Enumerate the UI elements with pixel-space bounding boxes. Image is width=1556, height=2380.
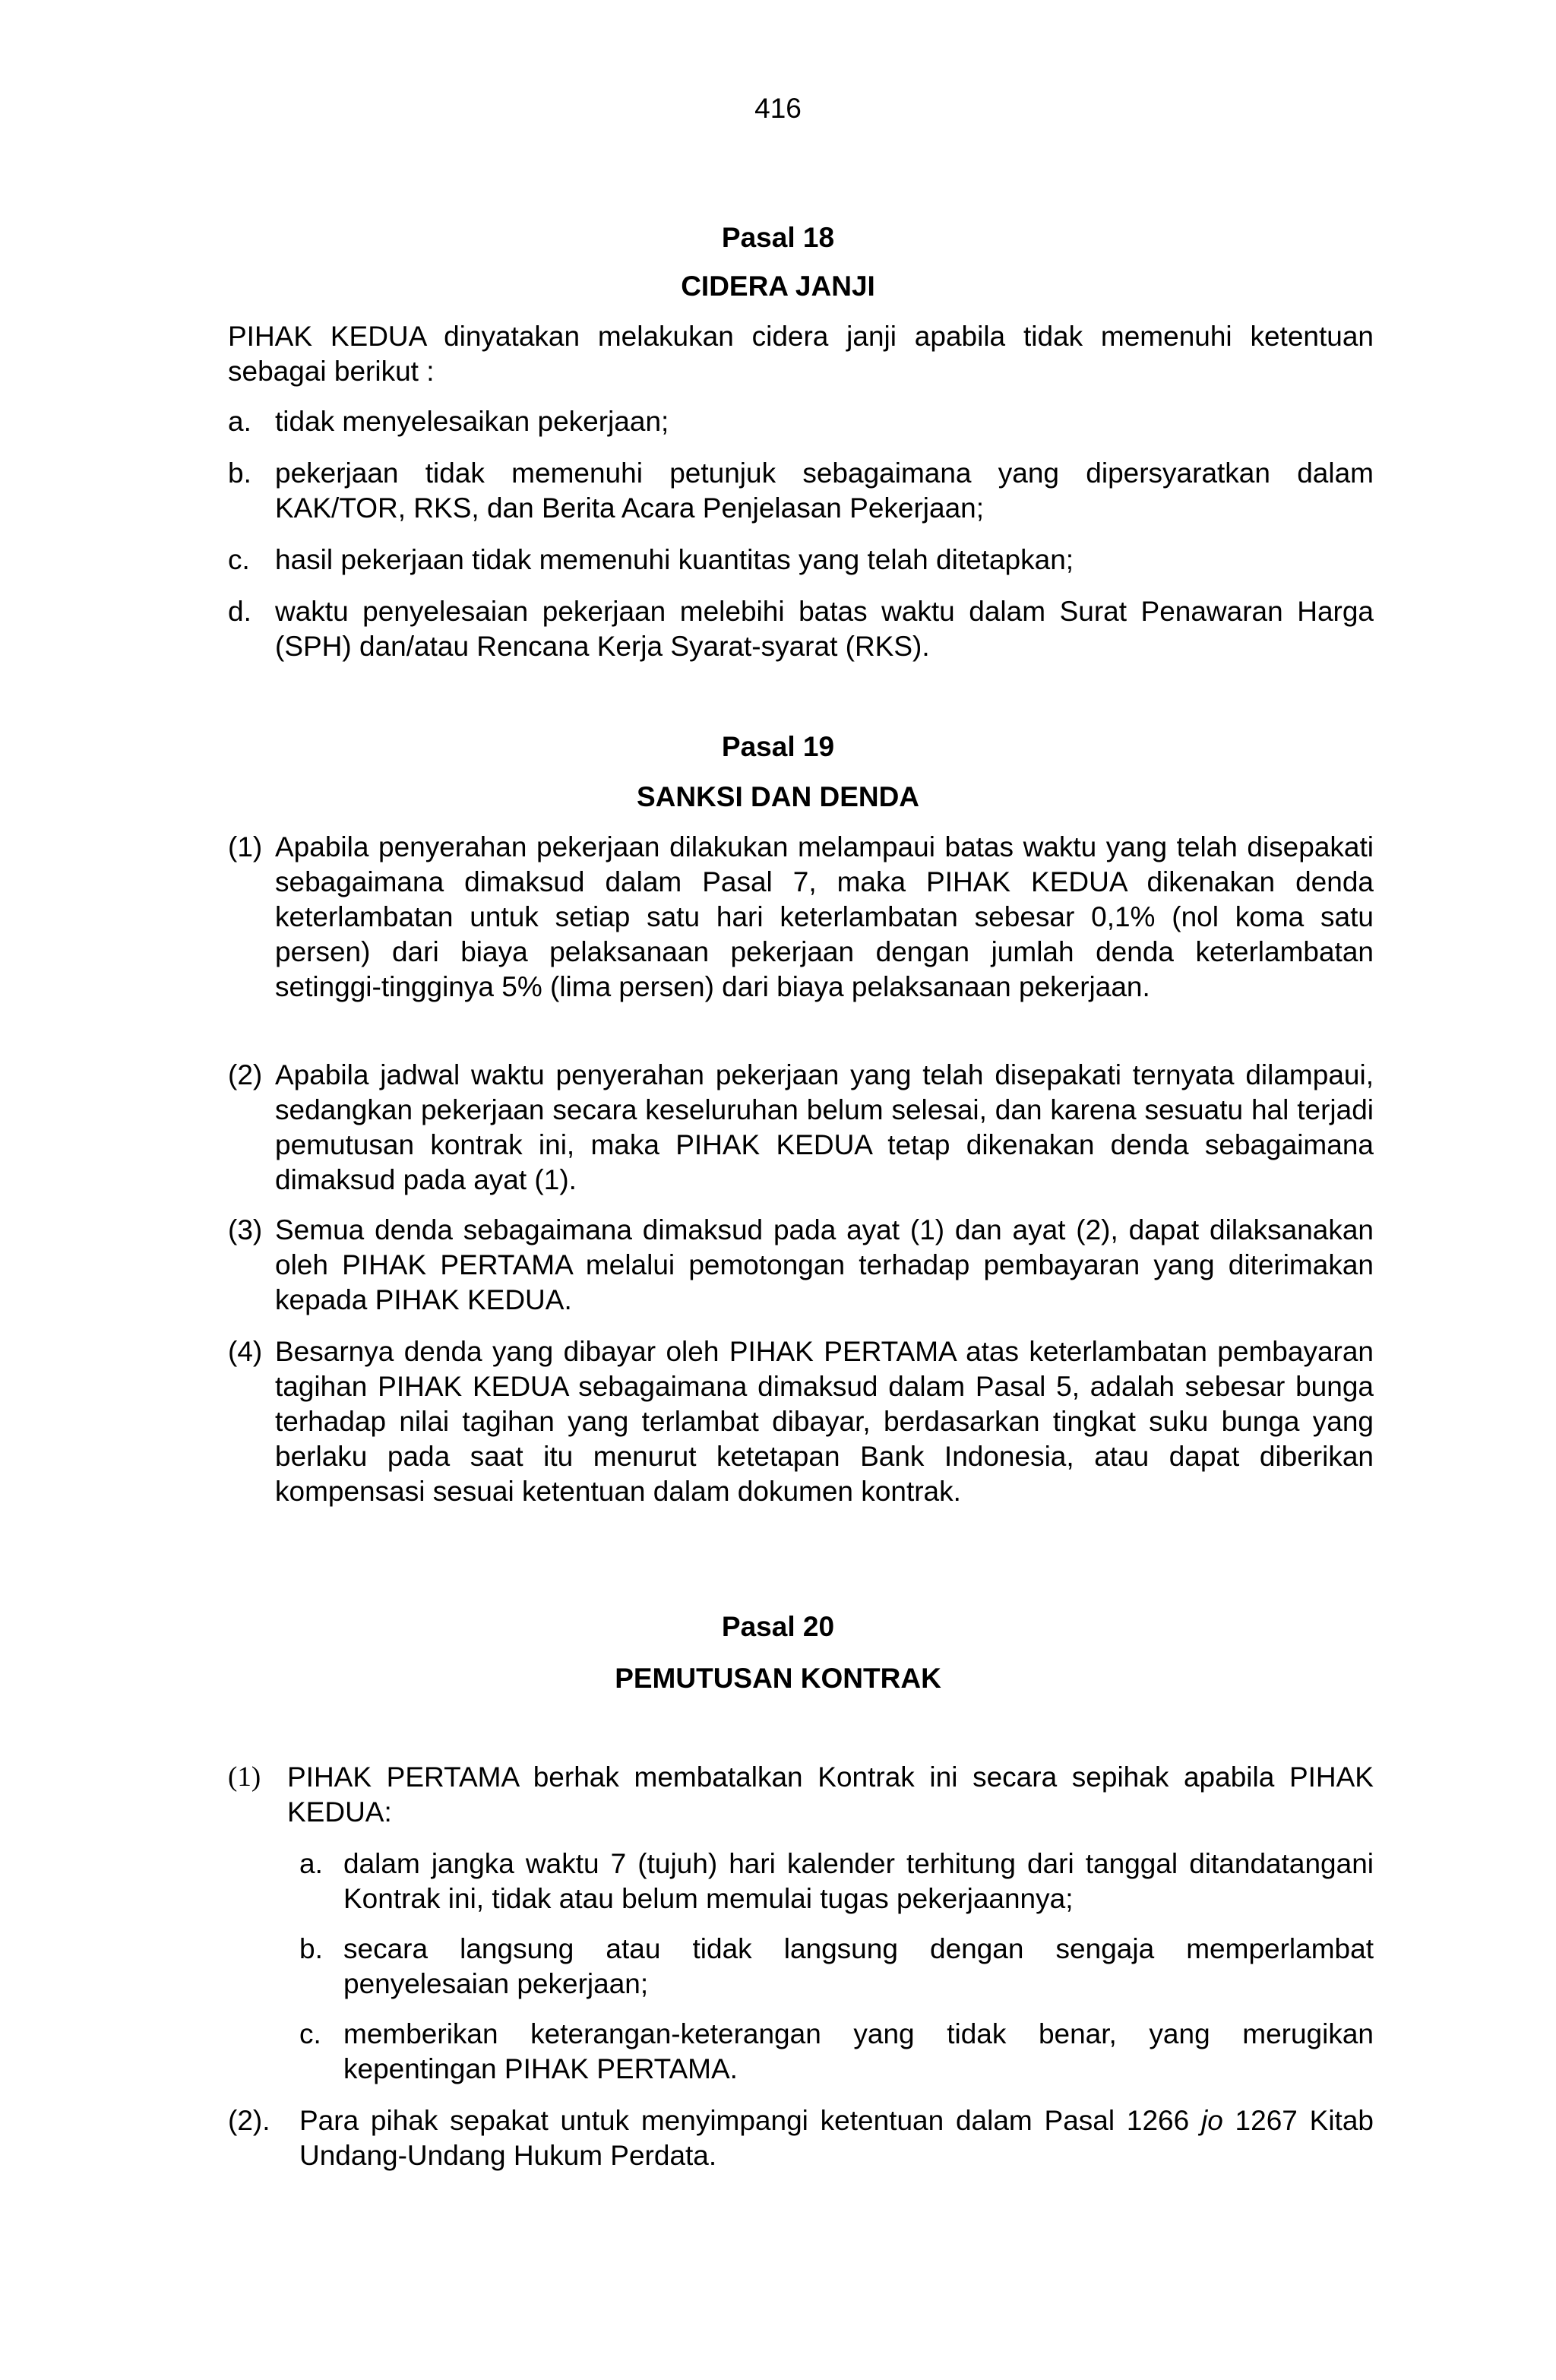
pasal-18-title: Pasal 18	[721, 222, 835, 253]
item-marker: (1)	[228, 1761, 261, 1793]
item-text: secara langsung atau tidak langsung dengan sengaja memperlambat penyelesaian pekerjaan;	[343, 1933, 1374, 1999]
item-text: Besarnya denda yang dibayar oleh PIHAK PERTAMA atas keterlambatan pembayaran tagihan PIHAK KEDUA sebagaimana dimaksud dalam Pasal 5, adalah sebesar bunga terhadap nilai tagihan yang terlambat dibayar, berdasarkan tingkat suku bunga yang berlaku pada saat itu menurut ketetapan Bank Indonesia, atau dapat diberikan kompensasi sesuai ketentuan dalam dokumen kontrak.	[275, 1336, 1374, 1507]
item-text: Apabila penyerahan pekerjaan dilakukan melampaui batas waktu yang telah disepakati sebagaimana dimaksud dalam Pasal 7, maka PIHAK KEDUA dikenakan denda keterlambatan untuk setiap satu hari keterlambatan sebesar 0,1% (nol koma satu persen) dari biaya pelaksanaan pekerjaan dengan jumlah denda keterlambatan setinggi-tingginya 5% (lima persen) dari biaya pelaksanaan pekerjaan.	[275, 831, 1374, 1002]
text-after: 1267 Kitab Undang-Undang Hukum Perdata.	[299, 2105, 1374, 2171]
pasal-18-subtitle: CIDERA JANJI	[681, 271, 875, 302]
item-marker: a.	[228, 406, 251, 437]
pasal-19-title: Pasal 19	[721, 731, 835, 762]
item-marker: (4)	[228, 1336, 263, 1367]
page-number: 416	[754, 93, 802, 124]
item-text: Semua denda sebagaimana dimaksud pada ayat (1) dan ayat (2), dapat dilaksanakan oleh PIHAK PERTAMA melalui pemotongan terhadap pembayaran yang diterimakan kepada PIHAK KEDUA.	[275, 1214, 1374, 1315]
item-marker: b.	[299, 1933, 323, 1964]
item-marker: (2).	[228, 2105, 270, 2136]
item-marker: c.	[228, 544, 250, 575]
item-text	[299, 2103, 1374, 2173]
item-text: memberikan keterangan-keterangan yang tidak benar, yang merugikan kepentingan PIHAK PERTAMA.	[343, 2018, 1374, 2084]
item-text: Apabila jadwal waktu penyerahan pekerjaan yang telah disepakati ternyata dilampaui, sedangkan pekerjaan secara keseluruhan belum selesai, dan karena sesuatu hal terjadi pemutusan kontrak ini, maka PIHAK KEDUA tetap dikenakan denda sebagaimana dimaksud pada ayat (1).	[275, 1059, 1374, 1195]
item-marker: (3)	[228, 1214, 263, 1245]
item-marker: c.	[299, 2018, 321, 2049]
text-italic: jo	[1200, 2105, 1223, 2136]
item-marker: (1)	[228, 831, 263, 862]
item-text: PIHAK PERTAMA berhak membatalkan Kontrak ini secara sepihak apabila PIHAK KEDUA:	[287, 1761, 1374, 1828]
pasal-19-subtitle: SANKSI DAN DENDA	[636, 781, 920, 812]
item-marker: (2)	[228, 1059, 263, 1090]
pasal-18-intro: PIHAK KEDUA dinyatakan melakukan cidera janji apabila tidak memenuhi ketentuan sebagai berikut :	[228, 321, 1374, 387]
text-before: Para pihak sepakat untuk menyimpangi ketentuan dalam Pasal 1266	[299, 2105, 1201, 2136]
item-text: waktu penyelesaian pekerjaan melebihi batas waktu dalam Surat Penawaran Harga (SPH) dan/atau Rencana Kerja Syarat-syarat (RKS).	[275, 596, 1374, 662]
pasal-20-subtitle: PEMUTUSAN KONTRAK	[615, 1663, 941, 1694]
item-marker: a.	[299, 1848, 323, 1879]
item-marker: d.	[228, 596, 251, 627]
item-text: pekerjaan tidak memenuhi petunjuk sebagaimana yang dipersyaratkan dalam KAK/TOR, RKS, dan Berita Acara Penjelasan Pekerjaan;	[275, 457, 1374, 524]
item-text: tidak menyelesaikan pekerjaan;	[275, 406, 669, 437]
item-marker: b.	[228, 457, 251, 489]
item-text: dalam jangka waktu 7 (tujuh) hari kalender terhitung dari tanggal ditandatangani Kontrak ini, tidak atau belum memulai tugas pekerjaannya;	[343, 1848, 1374, 1914]
pasal-20-title: Pasal 20	[721, 1611, 835, 1642]
item-text: hasil pekerjaan tidak memenuhi kuantitas yang telah ditetapkan;	[275, 544, 1074, 575]
